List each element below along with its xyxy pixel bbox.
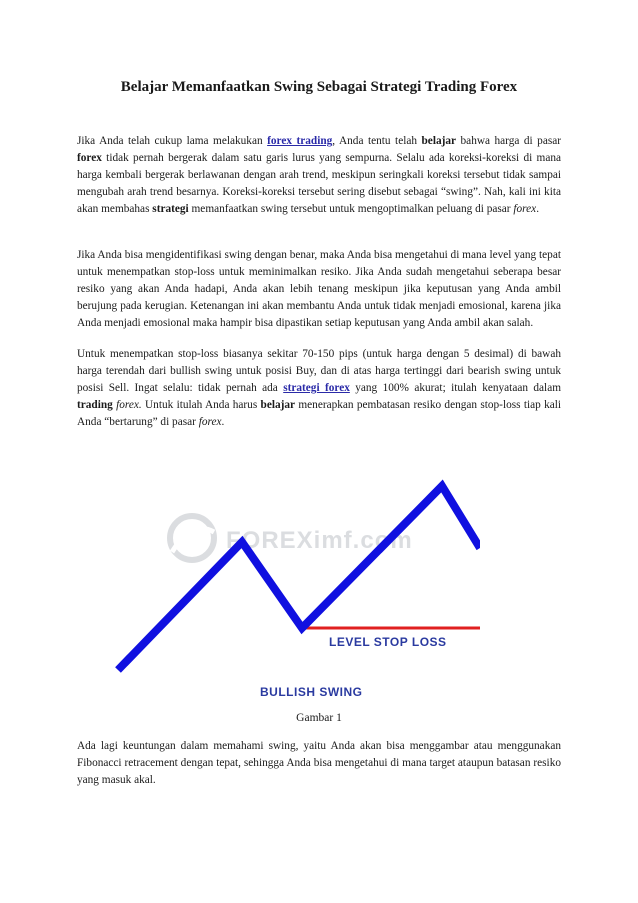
p3-text-5: menerapkan pembatasan resiko dengan stop-loss tiap kali Anda “bertarung” di pasar	[77, 399, 562, 429]
p3-text-4: Untuk itulah Anda harus	[141, 399, 261, 412]
stop-loss-label: LEVEL STOP LOSS	[329, 635, 447, 649]
p1-italic-forex: forex	[513, 203, 537, 216]
p1-text-5: memanfaatkan swing tersebut untuk mengoptimalkan peluang di pasar	[188, 203, 514, 216]
strategi-forex-link[interactable]: strategi forex	[283, 382, 350, 395]
figure-caption: Gambar 1	[296, 712, 342, 724]
p3-italic-forex-2: forex	[198, 416, 222, 429]
bullish-swing-figure	[80, 470, 480, 705]
p3-italic-forex: forex.	[116, 399, 142, 412]
paragraph-fibonacci: Ada lagi keuntungan dalam memahami swing, yaitu Anda akan bisa menggambar atau menggunakan Fibonacci retracement dengan tepat, sehingga Anda bisa mengetahui di mana target ataupun batasan resiko yang masuk akal.	[77, 740, 561, 787]
p1-text-3: bahwa harga di pasar	[456, 135, 562, 147]
bullish-swing-label: BULLISH SWING	[260, 685, 363, 699]
paragraph-stop-loss	[77, 346, 561, 431]
p3-text-1: Untuk menempatkan stop-loss biasanya sekitar 70-150 pips (untuk harga dengan 5 desimal) di bawah harga terendah dari bullish swing untuk posisi Buy, dan di atas harga tertinggi dari bearish swing untuk posisi Sell. Ingat selalu: tidak pernah ada	[77, 348, 561, 395]
p3-text-6: .	[221, 416, 225, 429]
forex-trading-link[interactable]: forex trading	[267, 135, 333, 147]
p1-text-6: .	[536, 203, 540, 216]
page-title: Belajar Memanfaatkan Swing Sebagai Strategi Trading Forex	[120, 79, 518, 95]
p3-bold-trading: trading	[77, 399, 113, 412]
watermark-circle-icon	[170, 516, 214, 560]
p1-text-1: Jika Anda telah cukup lama melakukan	[77, 135, 268, 147]
p3-bold-belajar: belajar	[260, 399, 296, 412]
watermark-swoosh-icon	[172, 529, 214, 552]
p1-text-4: tidak pernah bergerak dalam satu garis lurus yang sempurna. Selalu ada koreksi-koreksi di mana harga kembali bergerak berlawanan dengan arah trend, meskipun seringkali koreksi tersebut tidak sampai mengubah arah trend besarnya. Koreksi-koreksi tersebut sering disebut sebagai “swing”. Nah, kali ini kita akan membahas	[77, 152, 561, 216]
p3-text-2: yang 100% akurat; itulah kenyataan dalam	[349, 382, 561, 395]
p1-text-2: , Anda tentu telah	[332, 135, 422, 147]
p1-bold-strategi: strategi	[152, 203, 189, 216]
p1-bold-forex: forex	[77, 152, 102, 165]
paragraph-identify-swing: Jika Anda bisa mengidentifikasi swing dengan benar, maka Anda bisa mengetahui di mana level yang tepat untuk menempatkan stop-loss untuk meminimalkan resiko. Jika Anda sudah mengetahui seberapa besar resiko yang akan Anda hadapi, Anda akan lebih tenang meskipun jika keputusan yang Anda ambil berujung pada kerugian. Ketenangan ini akan membantu Anda untuk tidak menjadi emosional, karena jika Anda menjadi emosional maka hampir bisa dipastikan setiap keputusan yang Anda ambil akan salah.	[77, 249, 561, 330]
watermark-text: FOREXimf.com	[226, 527, 413, 554]
paragraph-intro	[77, 133, 561, 218]
p1-bold-belajar: belajar	[421, 135, 457, 147]
